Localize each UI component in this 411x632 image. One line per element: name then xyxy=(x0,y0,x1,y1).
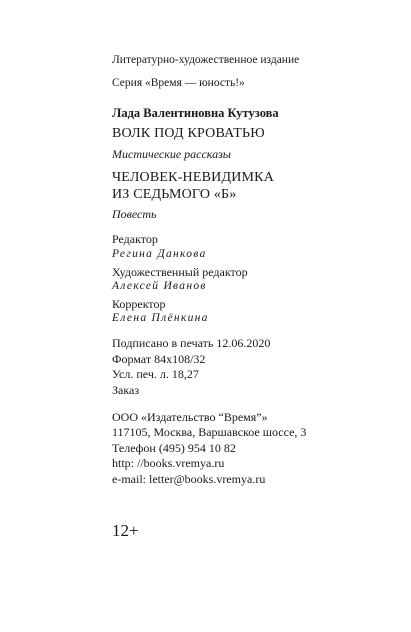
editor-name: Регина Данкова xyxy=(112,248,207,260)
work-2-title-line1: ЧЕЛОВЕК-НЕВИДИМКА xyxy=(112,170,275,185)
proofreader-name: Елена Плёнкина xyxy=(112,312,209,324)
publisher-address: 117105, Москва, Варшавское шоссе, 3 xyxy=(112,425,307,439)
author-name: Лада Валентиновна Кутузова xyxy=(112,106,279,120)
publisher-website: http: //books.vremya.ru xyxy=(112,456,225,470)
work-2-subtitle: Повесть xyxy=(112,207,157,221)
edition-type: Литературно-художественное издание xyxy=(112,54,300,66)
publisher-email: e-mail: letter@books.vremya.ru xyxy=(112,472,266,486)
proofreader-role: Корректор xyxy=(112,297,166,311)
work-2-title-line2: ИЗ СЕДЬМОГО «Б» xyxy=(112,187,237,202)
editor-role: Редактор xyxy=(112,232,158,246)
print-signed: Подписано в печать 12.06.2020 xyxy=(112,336,271,350)
art-editor-name: Алексей Иванов xyxy=(112,280,207,292)
series-title: Серия «Время — юность!» xyxy=(112,77,245,89)
publisher-name: ООО «Издательство “Время”» xyxy=(112,410,268,424)
work-1-subtitle: Мистические рассказы xyxy=(112,147,231,161)
print-format: Формат 84х108/32 xyxy=(112,352,206,366)
print-order: Заказ xyxy=(112,383,140,397)
age-rating-badge: 12+ xyxy=(112,521,139,540)
art-editor-role: Художественный редактор xyxy=(112,265,248,279)
publisher-phone: Телефон (495) 954 10 82 xyxy=(112,441,236,455)
print-sheets: Усл. печ. л. 18,27 xyxy=(112,367,199,381)
work-1-title: ВОЛК ПОД КРОВАТЬЮ xyxy=(112,126,265,141)
